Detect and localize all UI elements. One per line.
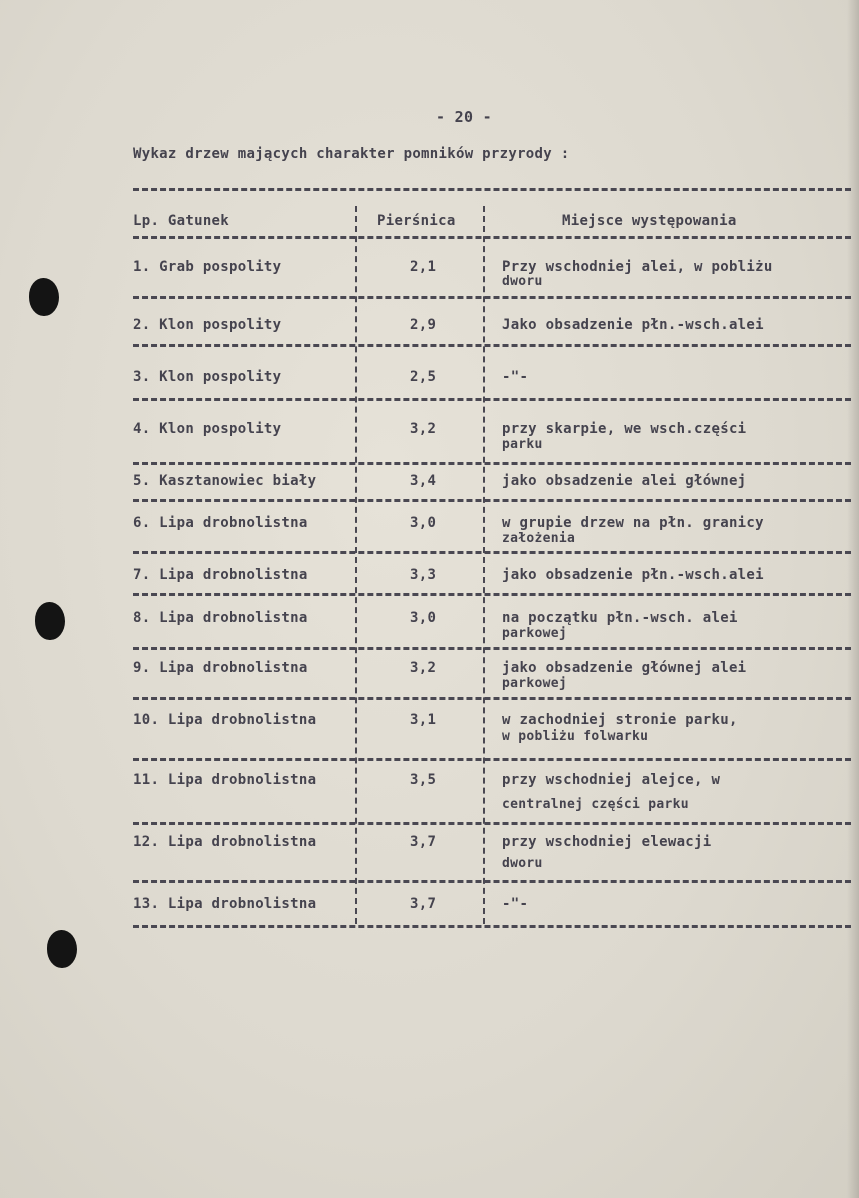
column-divider — [483, 206, 485, 924]
row-gatunek: 2. Klon pospolity — [133, 317, 282, 333]
row-miejsce-line: dworu — [502, 856, 543, 871]
row-gatunek: 9. Lipa drobnolistna — [133, 660, 308, 676]
row-miejsce-line: centralnej części parku — [502, 797, 689, 812]
table-rule — [133, 462, 851, 465]
table-rule — [133, 593, 851, 596]
table-rule — [133, 499, 851, 502]
table-rule — [133, 188, 851, 191]
row-piersnica: 3,7 — [410, 896, 437, 912]
row-piersnica: 3,2 — [410, 660, 437, 676]
row-gatunek: 11. Lipa drobnolistna — [133, 772, 317, 788]
document-title: Wykaz drzew mających charakter pomników przyrody : — [133, 146, 570, 162]
table-rule — [133, 925, 851, 928]
row-miejsce-line: parkowej — [502, 626, 568, 641]
row-gatunek: 7. Lipa drobnolistna — [133, 567, 308, 583]
row-miejsce-line: w zachodniej stronie parku, — [502, 712, 738, 728]
row-gatunek: 1. Grab pospolity — [133, 259, 282, 275]
row-miejsce-line: dworu — [502, 274, 543, 289]
row-piersnica: 3,1 — [410, 712, 437, 728]
row-miejsce-line: jako obsadzenie płn.-wsch.alei — [502, 567, 764, 583]
row-miejsce-line: w grupie drzew na płn. granicy — [502, 515, 764, 531]
row-miejsce-line: w pobliżu folwarku — [502, 729, 649, 744]
row-miejsce-line: przy wschodniej alejce, w — [502, 772, 721, 788]
header-piersnica: Pierśnica — [377, 213, 456, 229]
row-piersnica: 3,7 — [410, 834, 437, 850]
row-gatunek: 4. Klon pospolity — [133, 421, 282, 437]
page-number: - 20 - — [436, 108, 492, 126]
table-rule — [133, 236, 851, 239]
table-rule — [133, 758, 851, 761]
table-rule — [133, 551, 851, 554]
table-rule — [133, 296, 851, 299]
row-miejsce-line: przy wschodniej elewacji — [502, 834, 712, 850]
row-miejsce-line: jako obsadzenie alei głównej — [502, 473, 747, 489]
row-miejsce-line: Jako obsadzenie płn.-wsch.alei — [502, 317, 764, 333]
row-miejsce-line: parkowej — [502, 676, 568, 691]
row-piersnica: 3,2 — [410, 421, 437, 437]
table-rule — [133, 822, 851, 825]
table-rule — [133, 697, 851, 700]
row-piersnica: 2,1 — [410, 259, 437, 275]
row-piersnica: 3,3 — [410, 567, 437, 583]
row-piersnica: 2,5 — [410, 369, 437, 385]
row-miejsce-line: Przy wschodniej alei, w pobliżu — [502, 259, 773, 275]
header-lp-gatunek: Lp. Gatunek — [133, 213, 230, 229]
row-gatunek: 6. Lipa drobnolistna — [133, 515, 308, 531]
row-miejsce-line: -"- — [502, 369, 529, 385]
row-miejsce-line: przy skarpie, we wsch.części — [502, 421, 747, 437]
row-gatunek: 10. Lipa drobnolistna — [133, 712, 317, 728]
row-gatunek: 12. Lipa drobnolistna — [133, 834, 317, 850]
row-miejsce-line: na początku płn.-wsch. alei — [502, 610, 738, 626]
row-gatunek: 3. Klon pospolity — [133, 369, 282, 385]
row-piersnica: 3,0 — [410, 515, 437, 531]
table-rule — [133, 398, 851, 401]
column-divider — [355, 206, 357, 924]
table-rule — [133, 344, 851, 347]
row-piersnica: 3,0 — [410, 610, 437, 626]
row-miejsce-line: -"- — [502, 896, 529, 912]
header-miejsce: Miejsce występowania — [562, 213, 737, 229]
row-piersnica: 3,4 — [410, 473, 437, 489]
row-piersnica: 2,9 — [410, 317, 437, 333]
row-miejsce-line: parku — [502, 437, 543, 452]
row-gatunek: 5. Kasztanowiec biały — [133, 473, 317, 489]
row-miejsce-line: jako obsadzenie głównej alei — [502, 660, 747, 676]
row-piersnica: 3,5 — [410, 772, 437, 788]
row-miejsce-line: założenia — [502, 531, 576, 546]
table-rule — [133, 880, 851, 883]
table-rule — [133, 647, 851, 650]
row-gatunek: 8. Lipa drobnolistna — [133, 610, 308, 626]
row-gatunek: 13. Lipa drobnolistna — [133, 896, 317, 912]
